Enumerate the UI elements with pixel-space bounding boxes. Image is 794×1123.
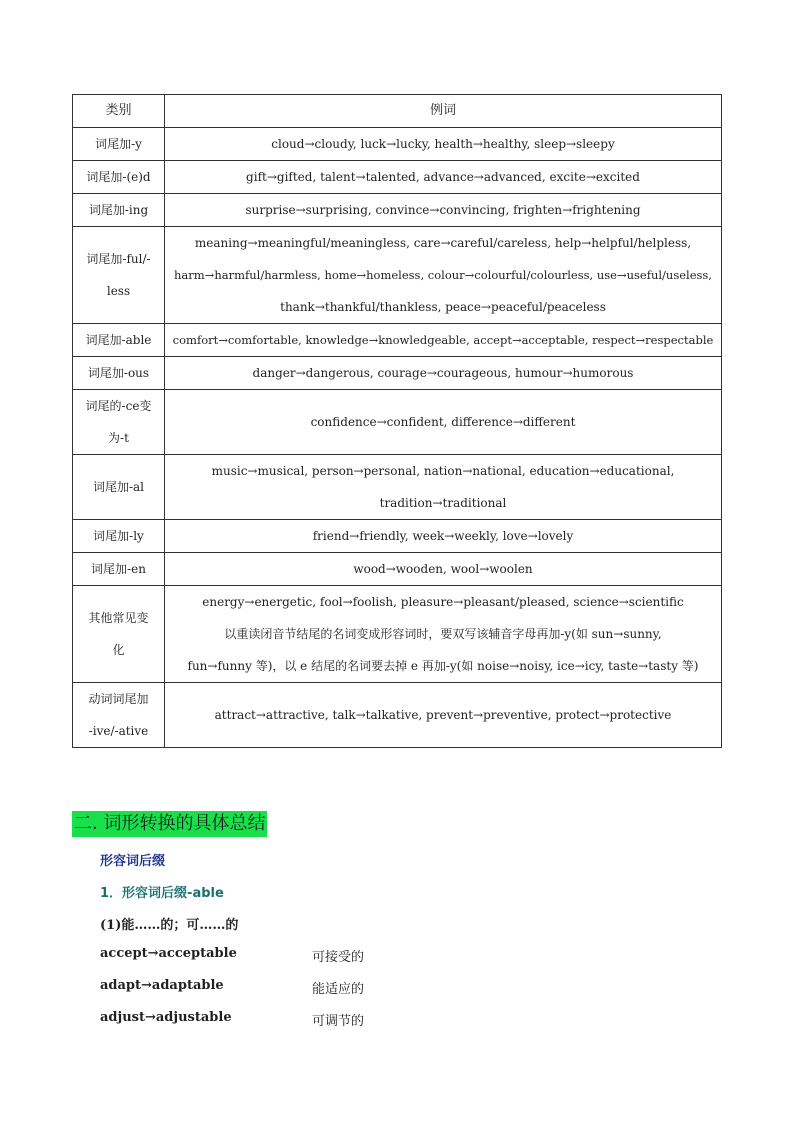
- examples-cell: [165, 227, 722, 324]
- item-heading: 1．形容词后缀-able: [100, 886, 224, 901]
- word-row: [100, 1010, 500, 1042]
- table-body: [73, 128, 722, 748]
- examples-cell: [165, 553, 722, 586]
- section-heading: 二. 词形转换的具体总结: [72, 811, 267, 837]
- header-examples: 例词: [165, 95, 722, 128]
- category-cell: [73, 357, 165, 390]
- word-pair: adjust→adjustable: [100, 1010, 232, 1025]
- examples-cell: [165, 390, 722, 455]
- word-pair: adapt→adaptable: [100, 978, 224, 993]
- table-row: [73, 455, 722, 520]
- category-cell: [73, 553, 165, 586]
- example-text: harm→harmful/harmless, home→homeless, colour→colourful/colourless, use→useful/useless,: [174, 268, 712, 282]
- word-list: [100, 946, 500, 1042]
- category-text: 其他常见变: [88, 611, 149, 625]
- word-row: [100, 946, 500, 978]
- category-text: 词尾加-ous: [87, 366, 150, 380]
- table-row: [73, 586, 722, 683]
- category-text: 词尾加-y: [95, 137, 142, 151]
- table-header-row: [73, 95, 722, 128]
- word-gloss: 能适应的: [312, 982, 365, 997]
- category-text: 词尾加-(e)d: [86, 170, 151, 184]
- category-text: 词尾加-able: [85, 333, 152, 347]
- category-text: 词尾的-ce变: [85, 399, 152, 413]
- example-text: wood→wooden, wool→woolen: [353, 562, 533, 576]
- table-row: [73, 553, 722, 586]
- category-text: 词尾加-ing: [88, 203, 149, 217]
- category-cell: [73, 324, 165, 357]
- word-pair: accept→acceptable: [100, 946, 237, 961]
- category-cell: [73, 128, 165, 161]
- example-text: fun→funny 等)，以 e 结尾的名词要去掉 e 再加-y(如 noise→noisy, ice→icy, taste→tasty 等): [187, 659, 699, 673]
- table-row: [73, 227, 722, 324]
- category-text: less: [106, 284, 131, 298]
- category-text: -ive/-ative: [88, 724, 149, 738]
- example-text: attract→attractive, talk→talkative, prevent→preventive, protect→protective: [214, 708, 672, 722]
- examples-cell: [165, 194, 722, 227]
- word-gloss: 可接受的: [312, 950, 365, 965]
- example-text: thank→thankful/thankless, peace→peaceful/peaceless: [280, 300, 606, 314]
- example-text: tradition→traditional: [379, 496, 507, 510]
- category-cell: [73, 455, 165, 520]
- example-text: danger→dangerous, courage→courageous, humour→humorous: [252, 366, 634, 380]
- table-row: [73, 194, 722, 227]
- table-row: [73, 357, 722, 390]
- example-text: energy→energetic, fool→foolish, pleasure→pleasant/pleased, science→scientific: [202, 595, 684, 609]
- category-cell: [73, 586, 165, 683]
- examples-cell: [165, 683, 722, 748]
- examples-cell: [165, 586, 722, 683]
- sub-heading: 形容词后缀: [100, 854, 166, 869]
- header-category: 类别: [73, 95, 165, 128]
- example-text: friend→friendly, week→weekly, love→lovely: [312, 529, 574, 543]
- category-text: 词尾加-en: [91, 562, 146, 576]
- example-text: cloud→cloudy, luck→lucky, health→healthy, sleep→sleepy: [271, 137, 615, 151]
- table-row: [73, 683, 722, 748]
- examples-cell: [165, 455, 722, 520]
- example-text: meaning→meaningful/meaningless, care→careful/careless, help→helpful/helpless,: [194, 236, 692, 250]
- example-text: surprise→surprising, convince→convincing, frighten→frightening: [245, 203, 641, 217]
- category-text: 词尾加-ful/-: [86, 252, 151, 266]
- table-row: [73, 128, 722, 161]
- category-text: 词尾加-ly: [93, 529, 144, 543]
- category-cell: [73, 683, 165, 748]
- table-row: [73, 324, 722, 357]
- category-text: 为-t: [108, 431, 129, 445]
- examples-cell: [165, 128, 722, 161]
- example-text: confidence→confident, difference→different: [310, 415, 576, 429]
- meaning-line: (1)能……的；可……的: [100, 918, 239, 933]
- example-text: 以重读闭音节结尾的名词变成形容词时，要双写该辅音字母再加-y(如 sun→sunny,: [224, 627, 662, 641]
- example-text: comfort→comfortable, knowledge→knowledgeable, accept→acceptable, respect→respectable: [172, 333, 714, 347]
- category-cell: [73, 194, 165, 227]
- table-row: [73, 390, 722, 455]
- word-gloss: 可调节的: [312, 1014, 365, 1029]
- word-row: [100, 978, 500, 1010]
- category-text: 词尾加-al: [92, 480, 145, 494]
- examples-cell: [165, 324, 722, 357]
- examples-cell: [165, 357, 722, 390]
- category-cell: [73, 161, 165, 194]
- table-row: [73, 520, 722, 553]
- suffix-table: [72, 94, 722, 748]
- example-text: music→musical, person→personal, nation→national, education→educational,: [211, 464, 675, 478]
- category-cell: [73, 520, 165, 553]
- category-cell: [73, 227, 165, 324]
- category-text: 化: [112, 643, 125, 657]
- examples-cell: [165, 520, 722, 553]
- table-row: [73, 161, 722, 194]
- example-text: gift→gifted, talent→talented, advance→advanced, excite→excited: [246, 170, 640, 184]
- category-cell: [73, 390, 165, 455]
- category-text: 动词词尾加: [88, 692, 149, 706]
- examples-cell: [165, 161, 722, 194]
